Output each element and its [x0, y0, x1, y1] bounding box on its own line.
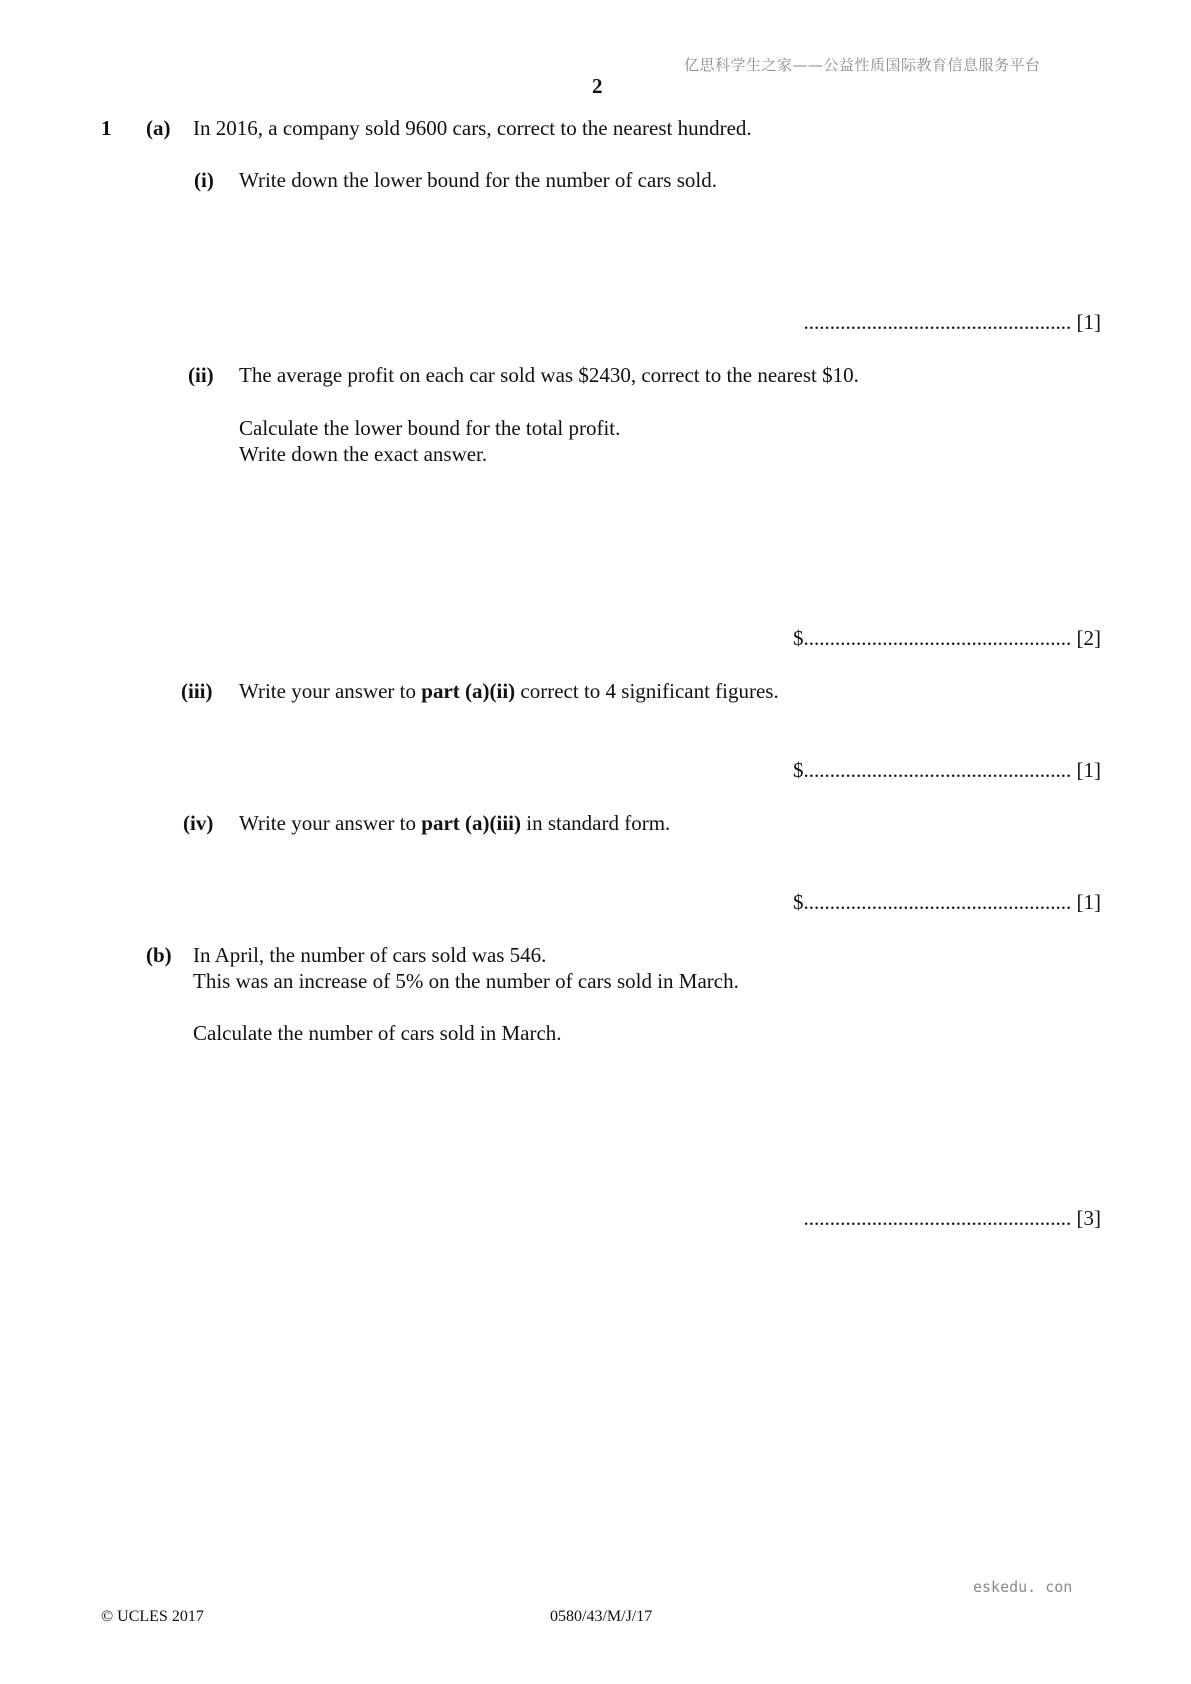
part-a-stem: In 2016, a company sold 9600 cars, correct to the nearest hundred.: [193, 116, 752, 140]
answer-line-b[interactable]: ................................................... [3]: [803, 1206, 1101, 1230]
part-b-line-2: This was an increase of 5% on the number of cars sold in March.: [193, 969, 739, 993]
part-a-iv-text-after: in standard form.: [521, 811, 671, 835]
part-b-line-3: Calculate the number of cars sold in March.: [193, 1021, 562, 1045]
part-a-iii-text-after: correct to 4 significant figures.: [515, 679, 779, 703]
part-a-iii-text: [239, 678, 779, 704]
watermark-bottom: eskedu. con: [973, 1578, 1073, 1596]
part-a-iv-text-before: Write your answer to: [239, 811, 422, 835]
watermark-top: 亿思科学生之家——公益性质国际教育信息服务平台: [684, 56, 1041, 74]
part-a-iv-label: (iv): [183, 811, 214, 835]
part-b-label: (b): [146, 943, 172, 967]
part-a-iii-ref: part (a)(ii): [421, 679, 516, 703]
part-a-iv-text: [239, 810, 670, 836]
part-a-i-label: (i): [194, 168, 214, 192]
part-a-iii-text-before: Write your answer to: [239, 679, 422, 703]
part-a-ii-instruction-2: Write down the exact answer.: [239, 442, 488, 466]
part-a-ii-label: (ii): [188, 363, 214, 387]
part-b-line-1: In April, the number of cars sold was 546.: [193, 943, 547, 967]
answer-line-a-iv[interactable]: $................................................... [1]: [793, 890, 1101, 914]
page-number: 2: [592, 74, 603, 98]
answer-line-a-i[interactable]: ................................................... [1]: [803, 310, 1101, 334]
answer-line-a-iii[interactable]: $................................................... [1]: [793, 758, 1101, 782]
part-a-iv-ref: part (a)(iii): [421, 811, 521, 835]
part-a-i-text: Write down the lower bound for the number of cars sold.: [239, 168, 717, 192]
part-a-ii-instruction: Calculate the lower bound for the total profit.: [239, 416, 621, 440]
answer-line-a-ii[interactable]: $................................................... [2]: [793, 626, 1101, 650]
question-number: 1: [101, 116, 112, 140]
part-a-label: (a): [146, 116, 171, 140]
footer-paper-code: 0580/43/M/J/17: [550, 1608, 653, 1625]
footer-copyright: © UCLES 2017: [101, 1608, 204, 1625]
part-a-ii-text: The average profit on each car sold was $2430, correct to the nearest $10.: [239, 363, 859, 387]
part-a-iii-label: (iii): [181, 679, 213, 703]
